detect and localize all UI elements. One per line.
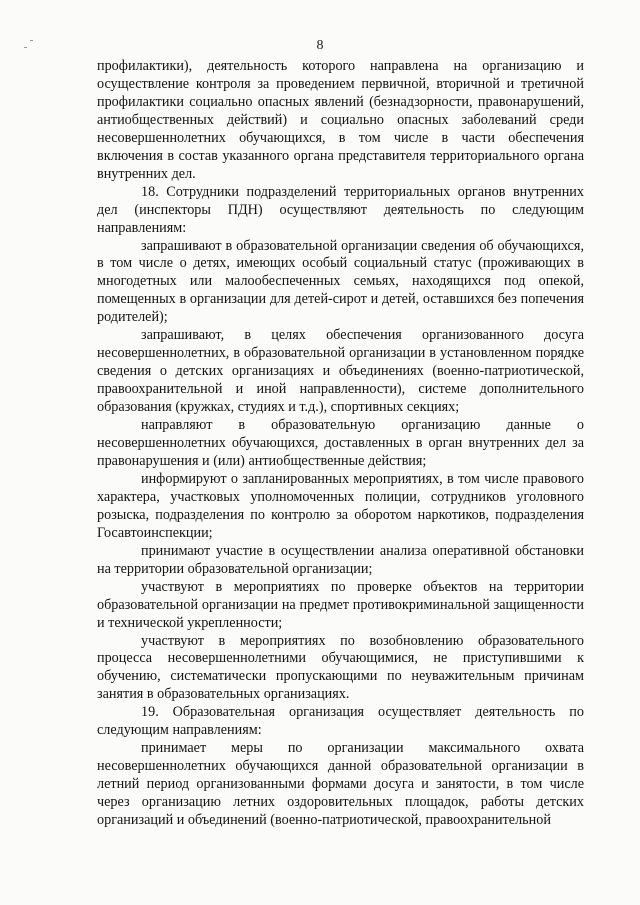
paragraph-18-analysis: принимают участие в осуществлении анализа оперативной обстановки на территории образовательной организации;: [97, 542, 584, 577]
paragraph-18-inspection: участвуют в мероприятиях по проверке объектов на территории образовательной организации на предмет противокриминальной защищенности и технической укрепленности;: [97, 578, 584, 631]
paragraph-18-request-student-info: запрашивают в образовательной организации сведения об обучающихся, в том числе о детях, имеющих особый социальный статус (проживающих в многодетных или малообеспеченных семьях, находящихся под опекой, помещенных в организации для детей-сирот и детей, оставшихся без попечения родителей);: [97, 237, 584, 326]
page-number: 8: [316, 38, 324, 53]
paragraph-item-18: 18. Сотрудники подразделений территориальных органов внутренних дел (инспекторы ПДН) осуществляют деятельность по следующим направлениям:: [97, 183, 584, 236]
paragraph-18-send-data: направляют в образовательную организацию данные о несовершеннолетних обучающихся, доставленных в орган внутренних дел за правонарушения и (или) антиобщественные действия;: [97, 417, 584, 469]
paragraph-18-inform: информируют о запланированных мероприятиях, в том числе правового характера, участковых уполномоченных полиции, сотрудников уголовного розыска, подразделения по контролю за оборотом наркотиков, подразделения Госавтоинспекции;: [97, 470, 584, 541]
paragraph-18-request-leisure-info: запрашивают, в целях обеспечения организованного досуга несовершеннолетних, в образовательной организации в установленном порядке сведения о детских организациях и объединениях (военно-патриотической, правоохранительной и иной направленности), системе дополнительного образования (кружках, студиях и т.д.), спортивных секциях;: [97, 327, 584, 416]
paragraph-19-summer-coverage: принимает меры по организации максимального охвата несовершеннолетних обучающихся данной образовательной организации в летний период организованными формами досуга и занятости, в том числе через организацию летних оздоровительных площадок, работы детских организаций и объединений (военно-патриотической, правоохранительной: [97, 740, 584, 829]
paragraph-continuation: профилактики), деятельность которого направлена на организацию и осуществление контроля за проведением первичной, вторичной и третичной профилактики социально опасных явлений (безнадзорности, правонарушений, антиобщественных действий) и социально опасных заболеваний среди несовершеннолетних обучающихся, в том числе в части обеспечения включения в состав указанного органа представителя территориального органа внутренних дел.: [97, 58, 584, 182]
paragraph-18-resume-education: участвуют в мероприятиях по возобновлению образовательного процесса несовершеннолетними обучающимися, не приступившими к обучению, систематически пропускающими по неуважительным причинам занятия в образовательных организациях.: [97, 632, 584, 703]
paragraph-item-19: 19. Образовательная организация осуществляет деятельность по следующим направлениям:: [97, 704, 584, 739]
body-text: [97, 58, 584, 830]
